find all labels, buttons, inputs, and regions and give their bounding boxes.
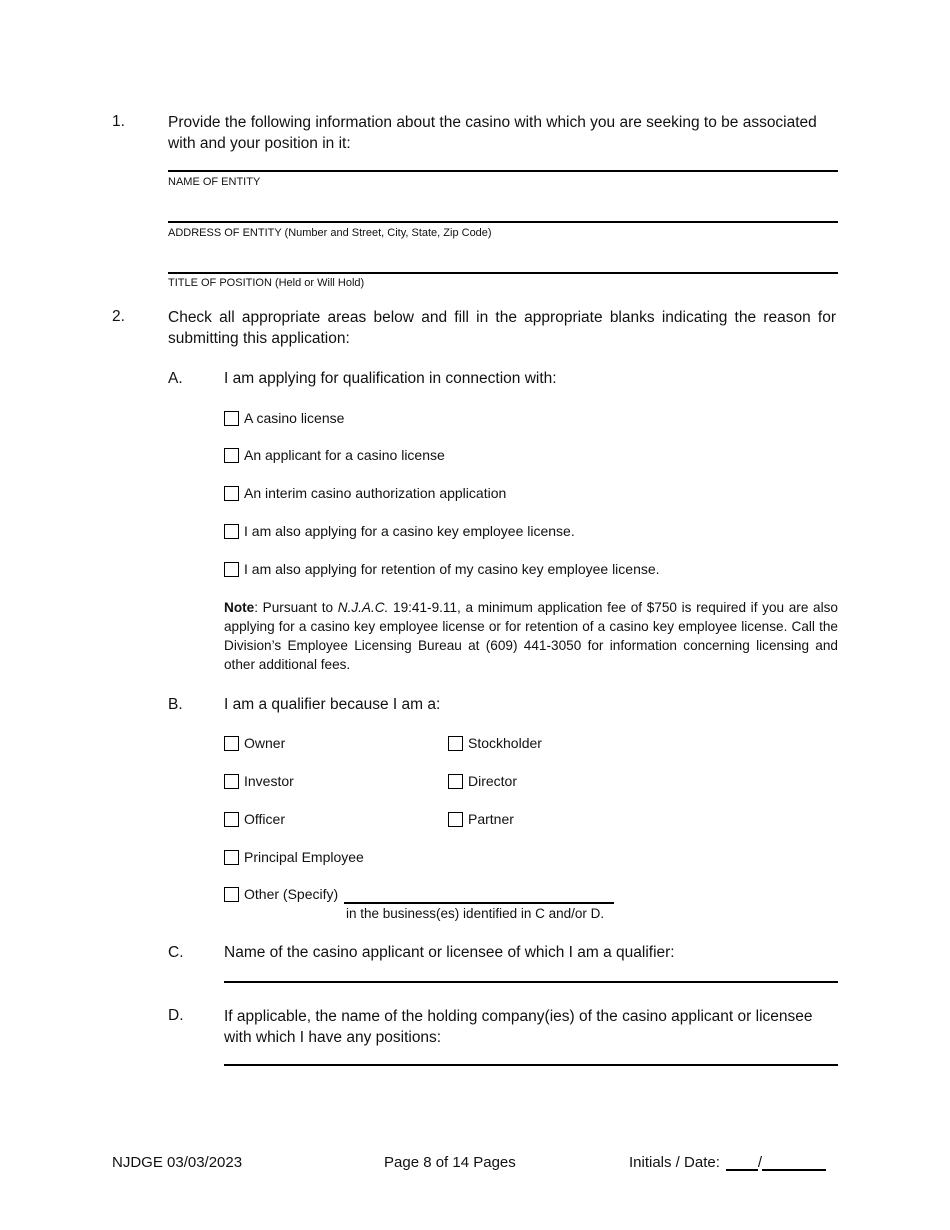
checkbox[interactable] (224, 524, 239, 539)
section-c-text: Name of the casino applicant or licensee of which I am a qualifier: (224, 944, 675, 961)
option-label: A casino license (244, 410, 345, 426)
checkbox[interactable] (224, 562, 239, 577)
checkbox[interactable] (448, 774, 463, 789)
checkbox[interactable] (224, 774, 239, 789)
initials-date (629, 1154, 826, 1171)
checkbox[interactable] (224, 887, 239, 902)
option-label: Principal Employee (244, 849, 364, 865)
option-retention-key-employee-license[interactable] (224, 561, 660, 577)
option-label: Owner (244, 735, 286, 751)
form-id: NJDGE 03/03/2023 (112, 1154, 243, 1171)
checkbox[interactable] (224, 850, 239, 865)
casino-applicant-name-field[interactable] (224, 981, 838, 983)
option-investor[interactable] (224, 773, 294, 789)
option-label: I am also applying for retention of my casino key employee license. (244, 561, 660, 577)
option-label: An interim casino authorization application (244, 485, 507, 501)
note-text-1: : Pursuant to (254, 600, 338, 615)
option-label: Director (468, 773, 518, 789)
question-1-text: Provide the following information about the casino with which you are seeking to be associated with and your position in it: (168, 114, 817, 152)
section-b-letter: B. (168, 696, 183, 713)
option-owner[interactable] (224, 735, 285, 751)
checkbox[interactable] (224, 411, 239, 426)
option-label: I am also applying for a casino key employee license. (244, 523, 575, 539)
name-of-entity-field[interactable] (168, 170, 838, 172)
question-1-number: 1. (112, 113, 125, 130)
section-a-letter: A. (168, 370, 183, 387)
option-label: Officer (244, 811, 285, 827)
option-director[interactable] (448, 773, 517, 789)
page-number: Page 8 of 14 Pages (384, 1154, 516, 1171)
initials-separator: / (757, 1154, 763, 1171)
initials-field[interactable] (726, 1154, 758, 1171)
other-specify-field[interactable] (344, 902, 614, 904)
option-stockholder[interactable] (448, 735, 542, 751)
option-officer[interactable] (224, 811, 285, 827)
section-d-text: If applicable, the name of the holding company(ies) of the casino applicant or licensee with which I have any positions: (224, 1008, 813, 1046)
name-of-entity-label: NAME OF ENTITY (168, 176, 261, 188)
fee-note (224, 598, 838, 674)
address-of-entity-label: ADDRESS OF ENTITY (Number and Street, City, State, Zip Code) (168, 227, 492, 239)
option-casino-license[interactable] (224, 410, 344, 426)
initials-label: Initials / Date: (629, 1154, 720, 1171)
section-a-text: I am applying for qualification in connection with: (224, 370, 557, 387)
section-c-letter: C. (168, 944, 184, 961)
note-bold: Note (224, 600, 255, 615)
option-applicant-casino-license[interactable] (224, 447, 445, 463)
option-label: An applicant for a casino license (244, 447, 445, 463)
option-label: Other (Specify) (244, 886, 339, 902)
checkbox[interactable] (224, 736, 239, 751)
note-italic: N.J.A.C. (337, 600, 389, 615)
checkbox[interactable] (224, 448, 239, 463)
option-key-employee-license[interactable] (224, 523, 575, 539)
question-2-text: Check all appropriate areas below and fill in the appropriate blanks indicating the reason for submitting this application: (168, 309, 836, 347)
date-field[interactable] (762, 1154, 826, 1171)
checkbox[interactable] (448, 736, 463, 751)
option-principal-employee[interactable] (224, 849, 364, 865)
section-b-text: I am a qualifier because I am a: (224, 696, 441, 713)
question-2-number: 2. (112, 308, 125, 325)
option-label: Stockholder (468, 735, 542, 751)
checkbox[interactable] (224, 486, 239, 501)
section-d-letter: D. (168, 1007, 184, 1024)
title-of-position-field[interactable] (168, 272, 838, 274)
note-text-2: 19:41-9.11, a minimum application fee of $750 is required if you are also applying for a casino key employee license or for retention of a casino key employee license. Call the Division’s Employee Licensing Bureau at (609) 441-3050 for information concerning licensing and other additional fees. (224, 600, 838, 672)
checkbox[interactable] (224, 812, 239, 827)
option-label: Investor (244, 773, 294, 789)
checkbox[interactable] (448, 812, 463, 827)
holding-company-name-field[interactable] (224, 1064, 838, 1066)
option-interim-authorization[interactable] (224, 485, 506, 501)
option-partner[interactable] (448, 811, 514, 827)
option-label: Partner (468, 811, 514, 827)
title-of-position-label: TITLE OF POSITION (Held or Will Hold) (168, 277, 365, 289)
option-other[interactable] (224, 886, 338, 902)
address-of-entity-field[interactable] (168, 221, 838, 223)
other-caption: in the business(es) identified in C and/or D. (346, 906, 605, 921)
